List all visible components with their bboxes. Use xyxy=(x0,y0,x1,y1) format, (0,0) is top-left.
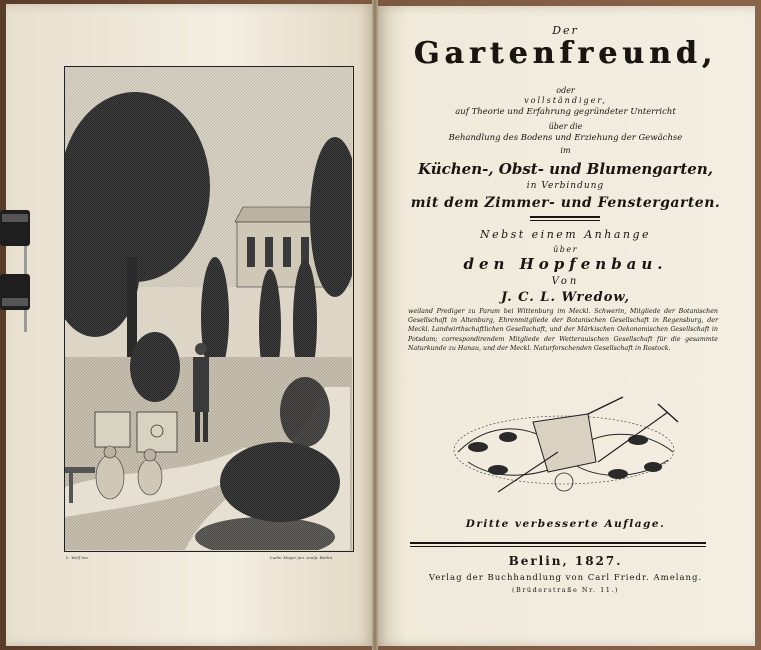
engraving-credit-right: Ludw. Meyer jun. sculp. Berlin. xyxy=(270,555,334,560)
book-title: Gartenfreund, xyxy=(413,36,718,71)
place-and-year: Berlin, 1827. xyxy=(508,554,623,568)
publisher-address: (Brüderstraße Nr. 11.) xyxy=(512,586,619,594)
appendix-line-2: über xyxy=(553,245,578,254)
subtitle-line-1: oder xyxy=(556,86,575,95)
divider-rule xyxy=(530,216,600,218)
publisher: Verlag der Buchhandlung von Carl Friedr. Amelang. xyxy=(428,573,703,583)
subtitle-line-3: auf Theorie und Erfahrung gegründeter Unterricht xyxy=(455,107,676,117)
subtitle-line-2: vollständiger, xyxy=(524,96,607,105)
subtitle-line-6: im xyxy=(560,146,571,155)
edition-statement: Dritte verbesserte Auflage. xyxy=(465,518,666,530)
subtitle-line-5: Behandlung des Bodens und Erziehung der Gewächse xyxy=(448,133,683,143)
divider-rule-thin xyxy=(530,220,600,221)
engraving-credit-left: L. Wolf inv. xyxy=(66,555,89,560)
subtitle-line-8: in Verbindung xyxy=(526,181,605,191)
subtitle-line-4: über die xyxy=(548,122,583,131)
garden-tools-vignette-icon xyxy=(438,392,690,504)
subtitle-line-7: Küchen-, Obst- und Blumengarten, xyxy=(418,160,713,178)
binder-clip-icon xyxy=(0,210,34,334)
imprint-rule-thin xyxy=(410,546,706,547)
subtitle-line-9: mit dem Zimmer- und Fenstergarten. xyxy=(410,195,721,211)
frontispiece-engraving xyxy=(64,66,354,552)
author-von: Von xyxy=(551,276,580,287)
appendix-line-3: den Hopfenbau. xyxy=(463,255,668,273)
appendix-line-1: Nebst einem Anhange xyxy=(479,228,652,241)
title-der: Der xyxy=(552,24,579,37)
imprint-rule xyxy=(410,542,706,544)
author-description: weiland Prediger zu Parum bei Wittenburg im Meckl. Schwerin, Mitgliede der Botanischen Gesellschaft in Altenburg, Ehrenmitgliede der Botanischen Gesellschaft in Regensburg, der Meckl. Landwirthschaftlichen Gesellschaft, und der Märkischen Oekonomischen Gesellschaft in Potsdam; correspondirendem Mitgliede der Wetterauischen Gesellschaft für die gesammte Naturkunde zu Hanau, und der Meckl. Naturforschenden Gesellschaft in Rostock. xyxy=(408,308,718,352)
garden-scene-illustration xyxy=(65,67,352,550)
author-name: J. C. L. Wredow, xyxy=(500,290,631,305)
